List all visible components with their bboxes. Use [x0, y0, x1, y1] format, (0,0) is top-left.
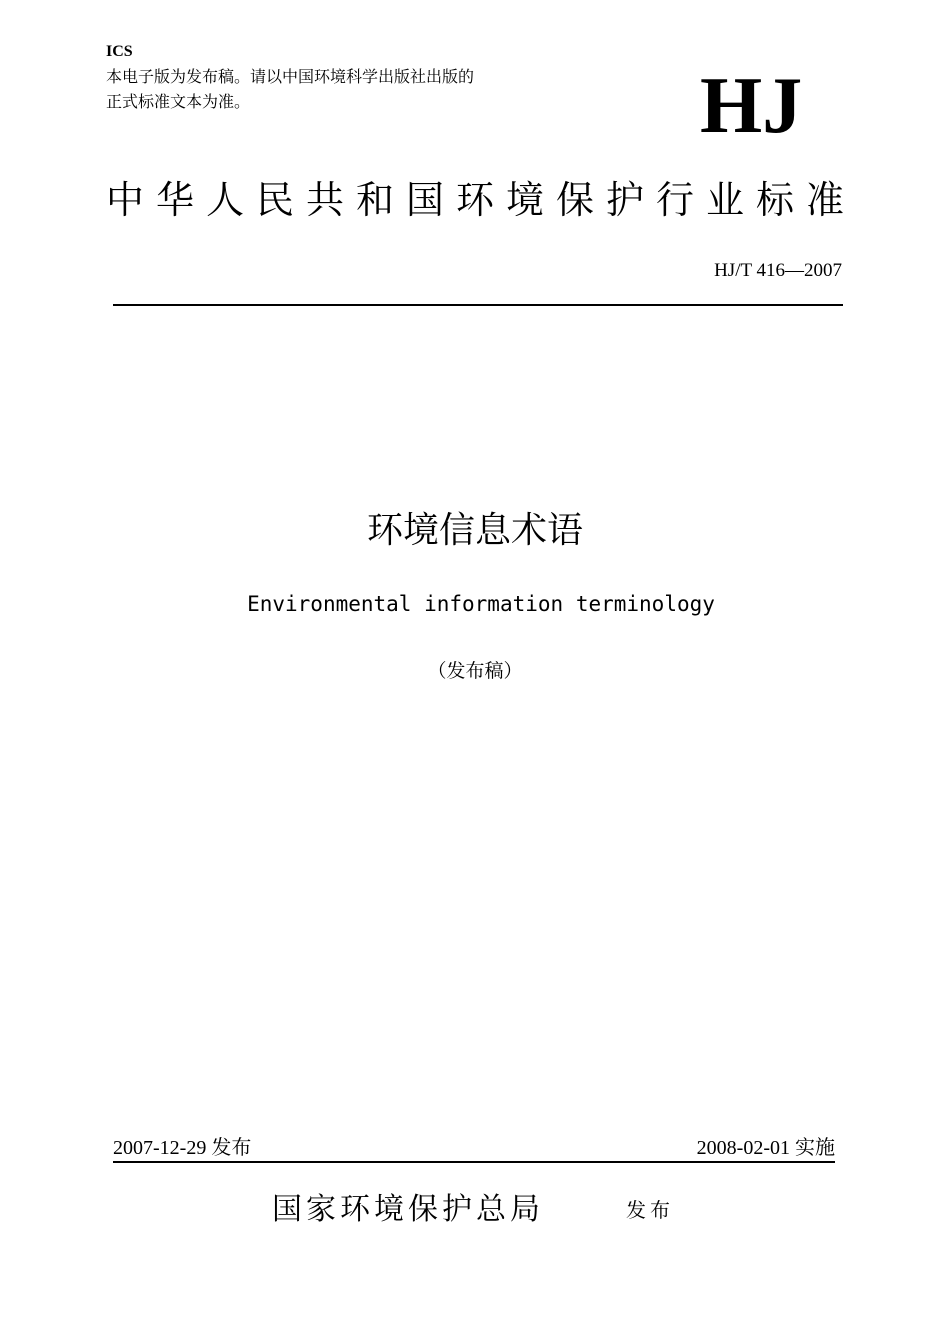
implementation-date: 2008-02-01 — [696, 1137, 790, 1159]
top-divider — [113, 304, 843, 306]
ics-label: ICS — [106, 43, 133, 60]
issue-date-line — [113, 1134, 251, 1161]
issuing-authority: 国家环境保护总局 — [272, 1192, 544, 1227]
draft-status: （发布稿） — [427, 660, 523, 682]
hj-logo: HJ — [700, 62, 803, 150]
implementation-label: 实施 — [795, 1135, 835, 1159]
implementation-date-line — [697, 1134, 835, 1161]
document-title-english: Environmental information terminology — [247, 592, 715, 616]
bottom-divider — [113, 1161, 835, 1163]
document-title-chinese: 环境信息术语 — [366, 510, 583, 551]
issue-label: 发布 — [211, 1135, 252, 1159]
electronic-version-notice-line-2: 正式标准文本为准。 — [106, 92, 251, 111]
electronic-version-notice-line-1: 本电子版为发布稿。请以中国环境科学出版社出版的 — [106, 67, 475, 86]
issuing-authority-suffix: 发布 — [626, 1198, 674, 1222]
standard-category-title: 中华人民共和国环境保护行业标准 — [105, 178, 856, 222]
issue-date: 2007-12-29 — [113, 1137, 207, 1159]
standard-code: HJ/T 416—2007 — [714, 260, 842, 281]
